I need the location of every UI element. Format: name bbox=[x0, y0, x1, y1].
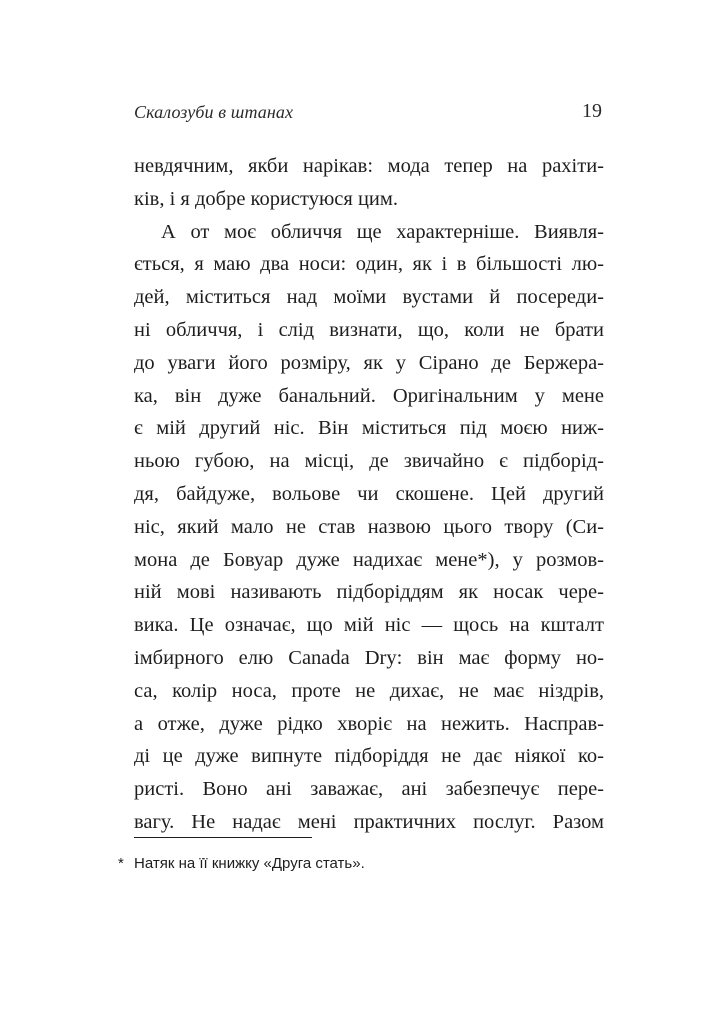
text-line: мона де Бовуар дуже надихає мене*), у розмов- bbox=[134, 548, 604, 571]
text-line: са, колір носа, проте не дихає, не має ніздрів, bbox=[134, 679, 604, 702]
page-number: 19 bbox=[582, 100, 602, 122]
text-line: дей, міститься над моїми вустами й посереди- bbox=[134, 286, 604, 309]
text-line: ється, я маю два носи: один, як і в більшості лю- bbox=[134, 253, 604, 276]
footnote-marker: * bbox=[118, 855, 124, 872]
footnote-divider bbox=[134, 837, 312, 838]
text-line: ньою губою, на місці, де звичайно є підборід- bbox=[134, 450, 604, 473]
text-line: ка, він дуже банальний. Оригінальним у мене bbox=[134, 384, 604, 407]
body-text bbox=[134, 150, 604, 839]
text-line: А от моє обличчя ще характерніше. Виявля- bbox=[161, 220, 604, 243]
text-line: є мій другий ніс. Він міститься під моєю ниж- bbox=[134, 417, 604, 440]
footnote bbox=[118, 855, 365, 872]
text-line: ніс, який мало не став назвою цього твору (Си- bbox=[134, 515, 604, 538]
text-line: невдячним, якби нарікав: мода тепер на рахіти- bbox=[134, 155, 604, 177]
text-line: вика. Це означає, що мій ніс — щось на кшталт bbox=[134, 614, 604, 637]
text-line: вагу. Не надає мені практичних послуг. Разом bbox=[134, 810, 604, 833]
text-line: ристі. Воно ані заважає, ані забезпечує пере- bbox=[134, 778, 604, 801]
text-line: а отже, дуже рідко хворіє на нежить. Насправ- bbox=[134, 712, 604, 735]
text-line: ні обличчя, і слід визнати, що, коли не брати bbox=[134, 318, 604, 341]
text-line: ді це дуже випнуте підборіддя не дає ніякої ко- bbox=[134, 745, 604, 768]
text-line: ній мові називають підборіддям як носак чере- bbox=[134, 581, 604, 604]
running-title: Скалозуби в штанах bbox=[134, 102, 294, 122]
text-line: дя, байдуже, вольове чи скошене. Цей другий bbox=[134, 482, 604, 505]
footnote-text: Натяк на її книжку «Друга стать». bbox=[134, 855, 365, 872]
text-line: імбирного елю Canada Dry: він має форму но- bbox=[134, 646, 604, 669]
text-line: до уваги його розміру, як у Сірано де Бержера- bbox=[134, 351, 604, 374]
text-line: ків, і я добре користуюся цим. bbox=[134, 187, 398, 210]
